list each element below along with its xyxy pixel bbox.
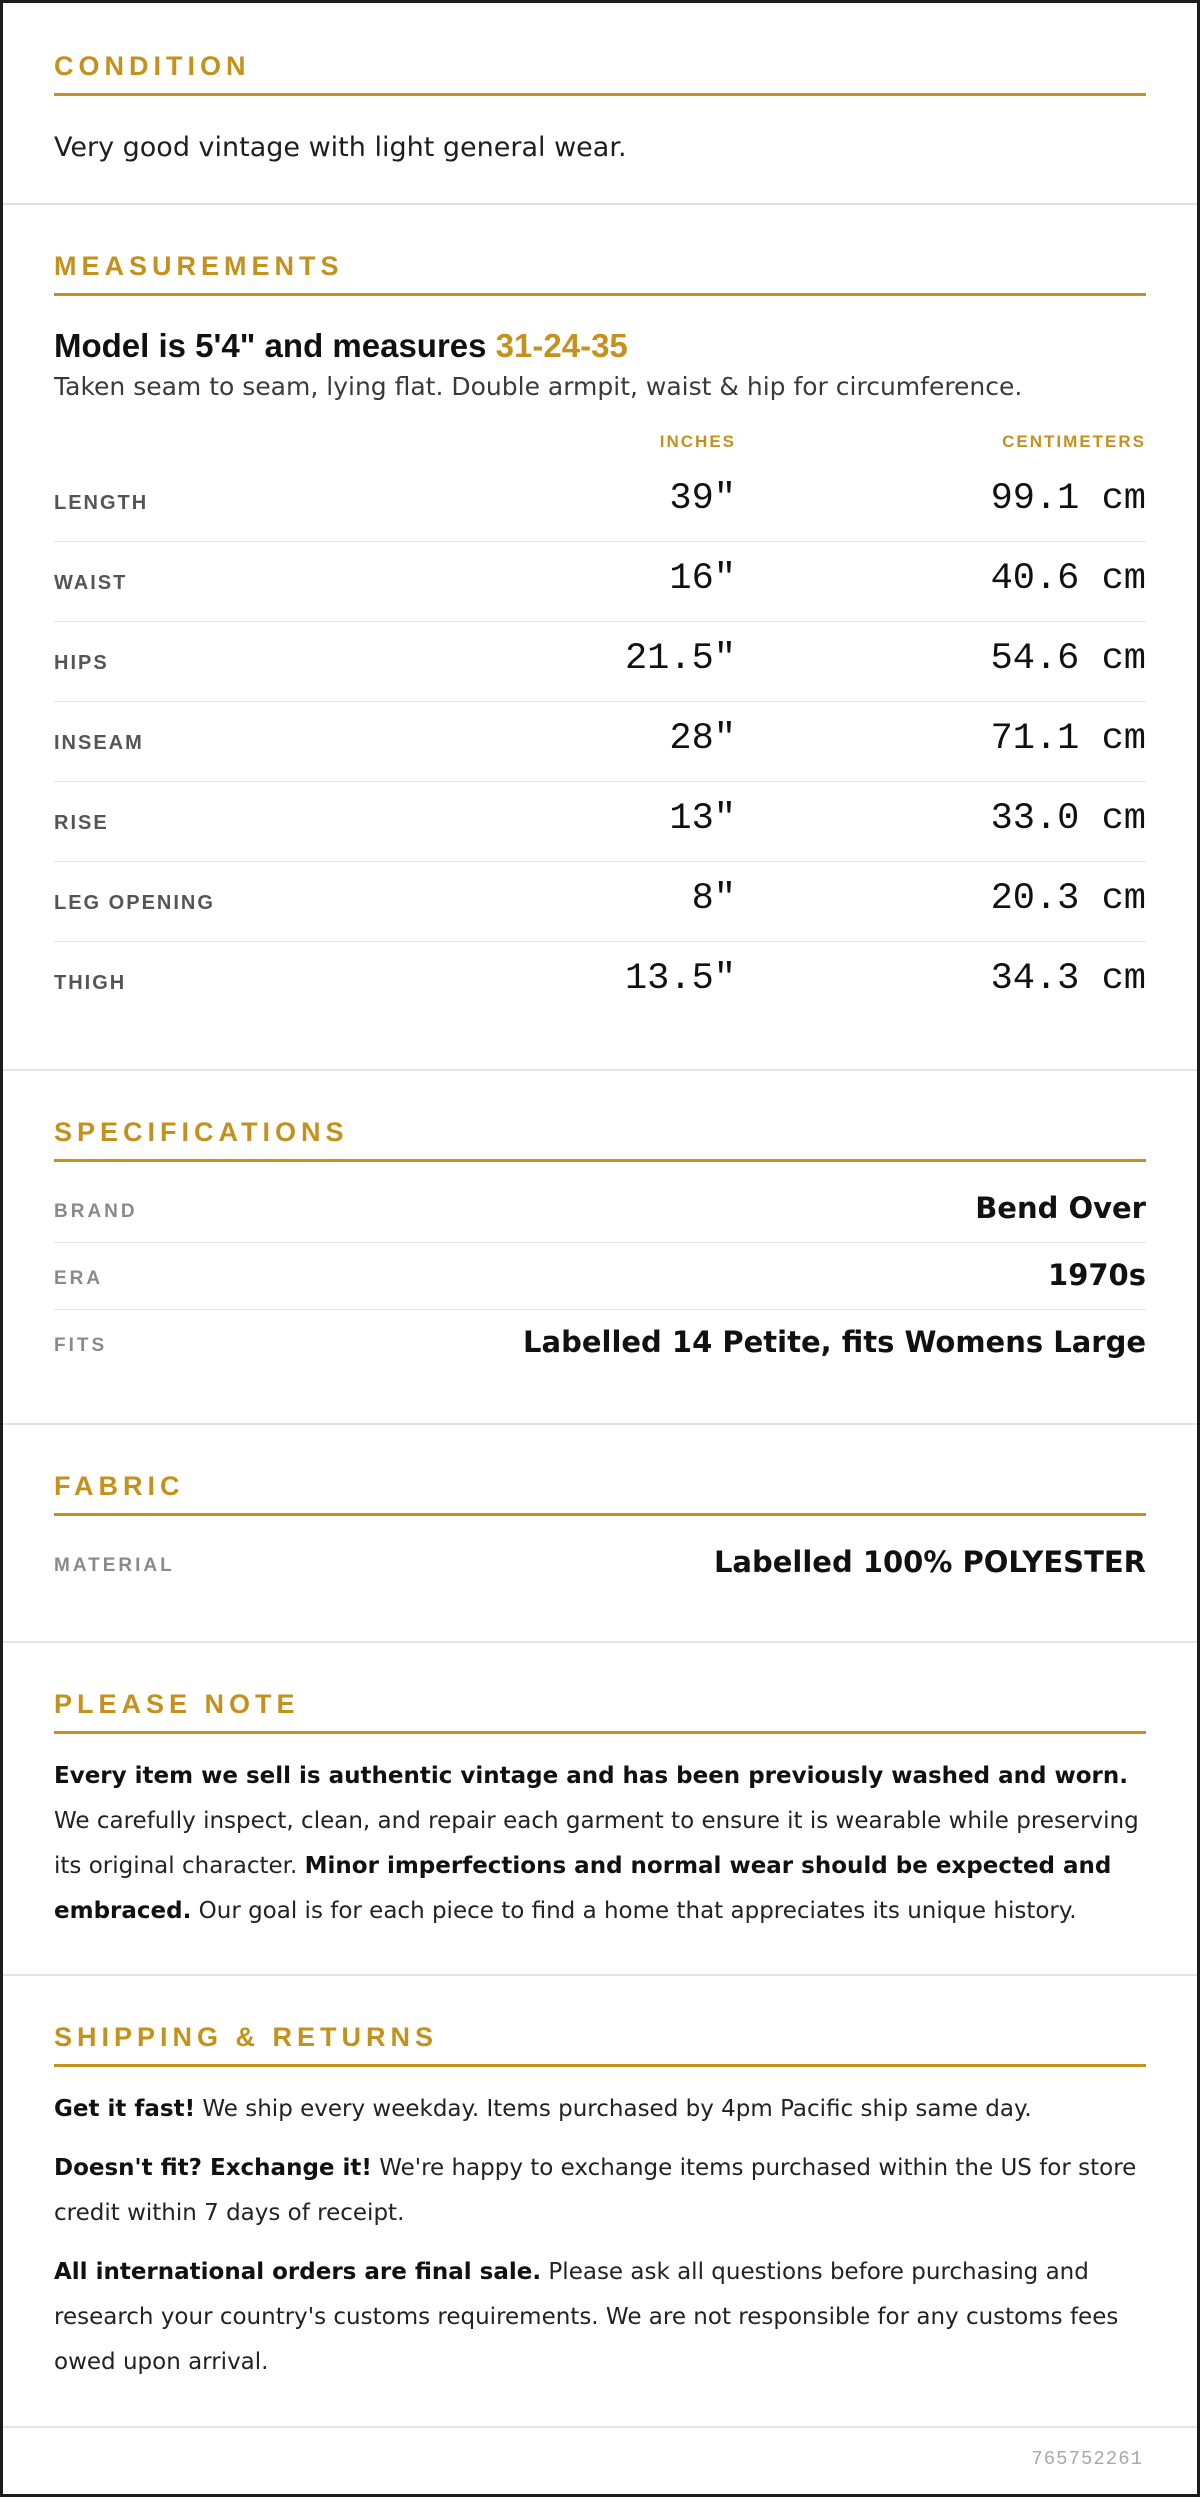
measurements-section [3,205,1197,1071]
fabric-value: Labelled 100% POLYESTER [713,1545,1146,1579]
list-item [54,1243,1146,1310]
measurement-inches: 16" [669,558,736,600]
note-text-1: We carefully inspect, clean, and repair each garment to ensure it is wearable while preserving its original character. [54,1808,1139,1879]
specifications-list [54,1176,1146,1377]
note-bold-1: Every item we sell is authentic vintage and has been previously washed and worn. [54,1763,1128,1789]
measurement-inches: 21.5" [624,638,736,680]
model-prefix: Model is 5'4" and measures [54,327,496,364]
column-inches: INCHES [659,432,736,451]
measurement-cm: 20.3 cm [990,878,1146,920]
please-note-text [54,1754,1146,1934]
fabric-section [3,1425,1197,1643]
note-text-2: Our goal is for each piece to find a home that appreciates its unique history. [191,1898,1077,1924]
measurement-cm: 40.6 cm [990,558,1146,600]
measurement-label: INSEAM [54,732,144,754]
shipping-fast [54,2087,1146,2132]
measurements-table-header [54,432,1146,462]
measurement-inches: 13" [669,798,736,840]
measurements-title: MEASUREMENTS [54,249,1146,296]
condition-section [3,3,1197,205]
condition-title: CONDITION [54,49,1146,96]
specifications-title: SPECIFICATIONS [54,1115,1146,1162]
shipping-returns-title: SHIPPING & RETURNS [54,2020,1146,2067]
please-note-section [3,1643,1197,1976]
spec-label: ERA [54,1268,104,1289]
sku-number: 765752261 [1031,2448,1143,2470]
fabric-title: FABRIC [54,1469,1146,1516]
measurement-label: LEG OPENING [54,892,215,914]
fabric-list [54,1530,1146,1597]
table-row [54,542,1146,622]
measurement-label: RISE [54,812,109,834]
shipping-exchange-bold: Doesn't fit? Exchange it! [54,2155,372,2181]
shipping-international-bold: All international orders are final sale. [54,2259,542,2285]
spec-label: FITS [54,1335,108,1356]
footer [3,2428,1197,2488]
shipping-exchange-text: We're happy to exchange items purchased within the US for store credit within 7 days of receipt. [54,2155,1137,2226]
spec-label: BRAND [54,1201,138,1222]
column-centimeters: CENTIMETERS [1002,432,1146,451]
model-info [54,326,1146,366]
shipping-exchange [54,2146,1146,2236]
measurements-subtitle: Taken seam to seam, lying flat. Double armpit, waist & hip for circumference. [54,372,1023,401]
table-row [54,462,1146,542]
fabric-label: MATERIAL [54,1555,175,1576]
spec-value: Bend Over [975,1191,1146,1225]
list-item [54,1310,1146,1377]
shipping-international-text: Please ask all questions before purchasing and research your country's customs requirements. We are not responsible for any customs fees owed upon arrival. [54,2259,1119,2375]
measurement-label: HIPS [54,652,109,674]
spec-value: Labelled 14 Petite, fits Womens Large [523,1325,1146,1359]
table-row [54,622,1146,702]
shipping-fast-bold: Get it fast! [54,2096,196,2122]
shipping-international [54,2250,1146,2385]
measurement-label: LENGTH [54,492,149,514]
measurement-label: THIGH [54,972,127,994]
measurement-cm: 99.1 cm [990,478,1146,520]
measurement-inches: 13.5" [624,958,736,1000]
shipping-fast-text: We ship every weekday. Items purchased by 4pm Pacific ship same day. [195,2096,1032,2122]
measurement-cm: 54.6 cm [990,638,1146,680]
measurement-inches: 28" [669,718,736,760]
table-row [54,862,1146,942]
measurement-label: WAIST [54,572,128,594]
shipping-returns-section [3,1976,1197,2428]
measurement-inches: 8" [691,878,736,920]
measurements-table [54,432,1146,1022]
condition-text: Very good vintage with light general wear. [54,132,627,163]
list-item [54,1176,1146,1243]
measurement-inches: 39" [669,478,736,520]
table-row [54,702,1146,782]
please-note-title: PLEASE NOTE [54,1687,1146,1734]
note-bold-2: Minor imperfections and normal wear should be expected and embraced. [54,1853,1112,1924]
list-item [54,1530,1146,1597]
measurement-cm: 34.3 cm [990,958,1146,1000]
spec-value: 1970s [1048,1258,1146,1292]
measurement-cm: 33.0 cm [990,798,1146,840]
table-row [54,942,1146,1022]
measurement-cm: 71.1 cm [990,718,1146,760]
model-measures: 31-24-35 [495,327,628,364]
specifications-section [3,1071,1197,1425]
table-row [54,782,1146,862]
